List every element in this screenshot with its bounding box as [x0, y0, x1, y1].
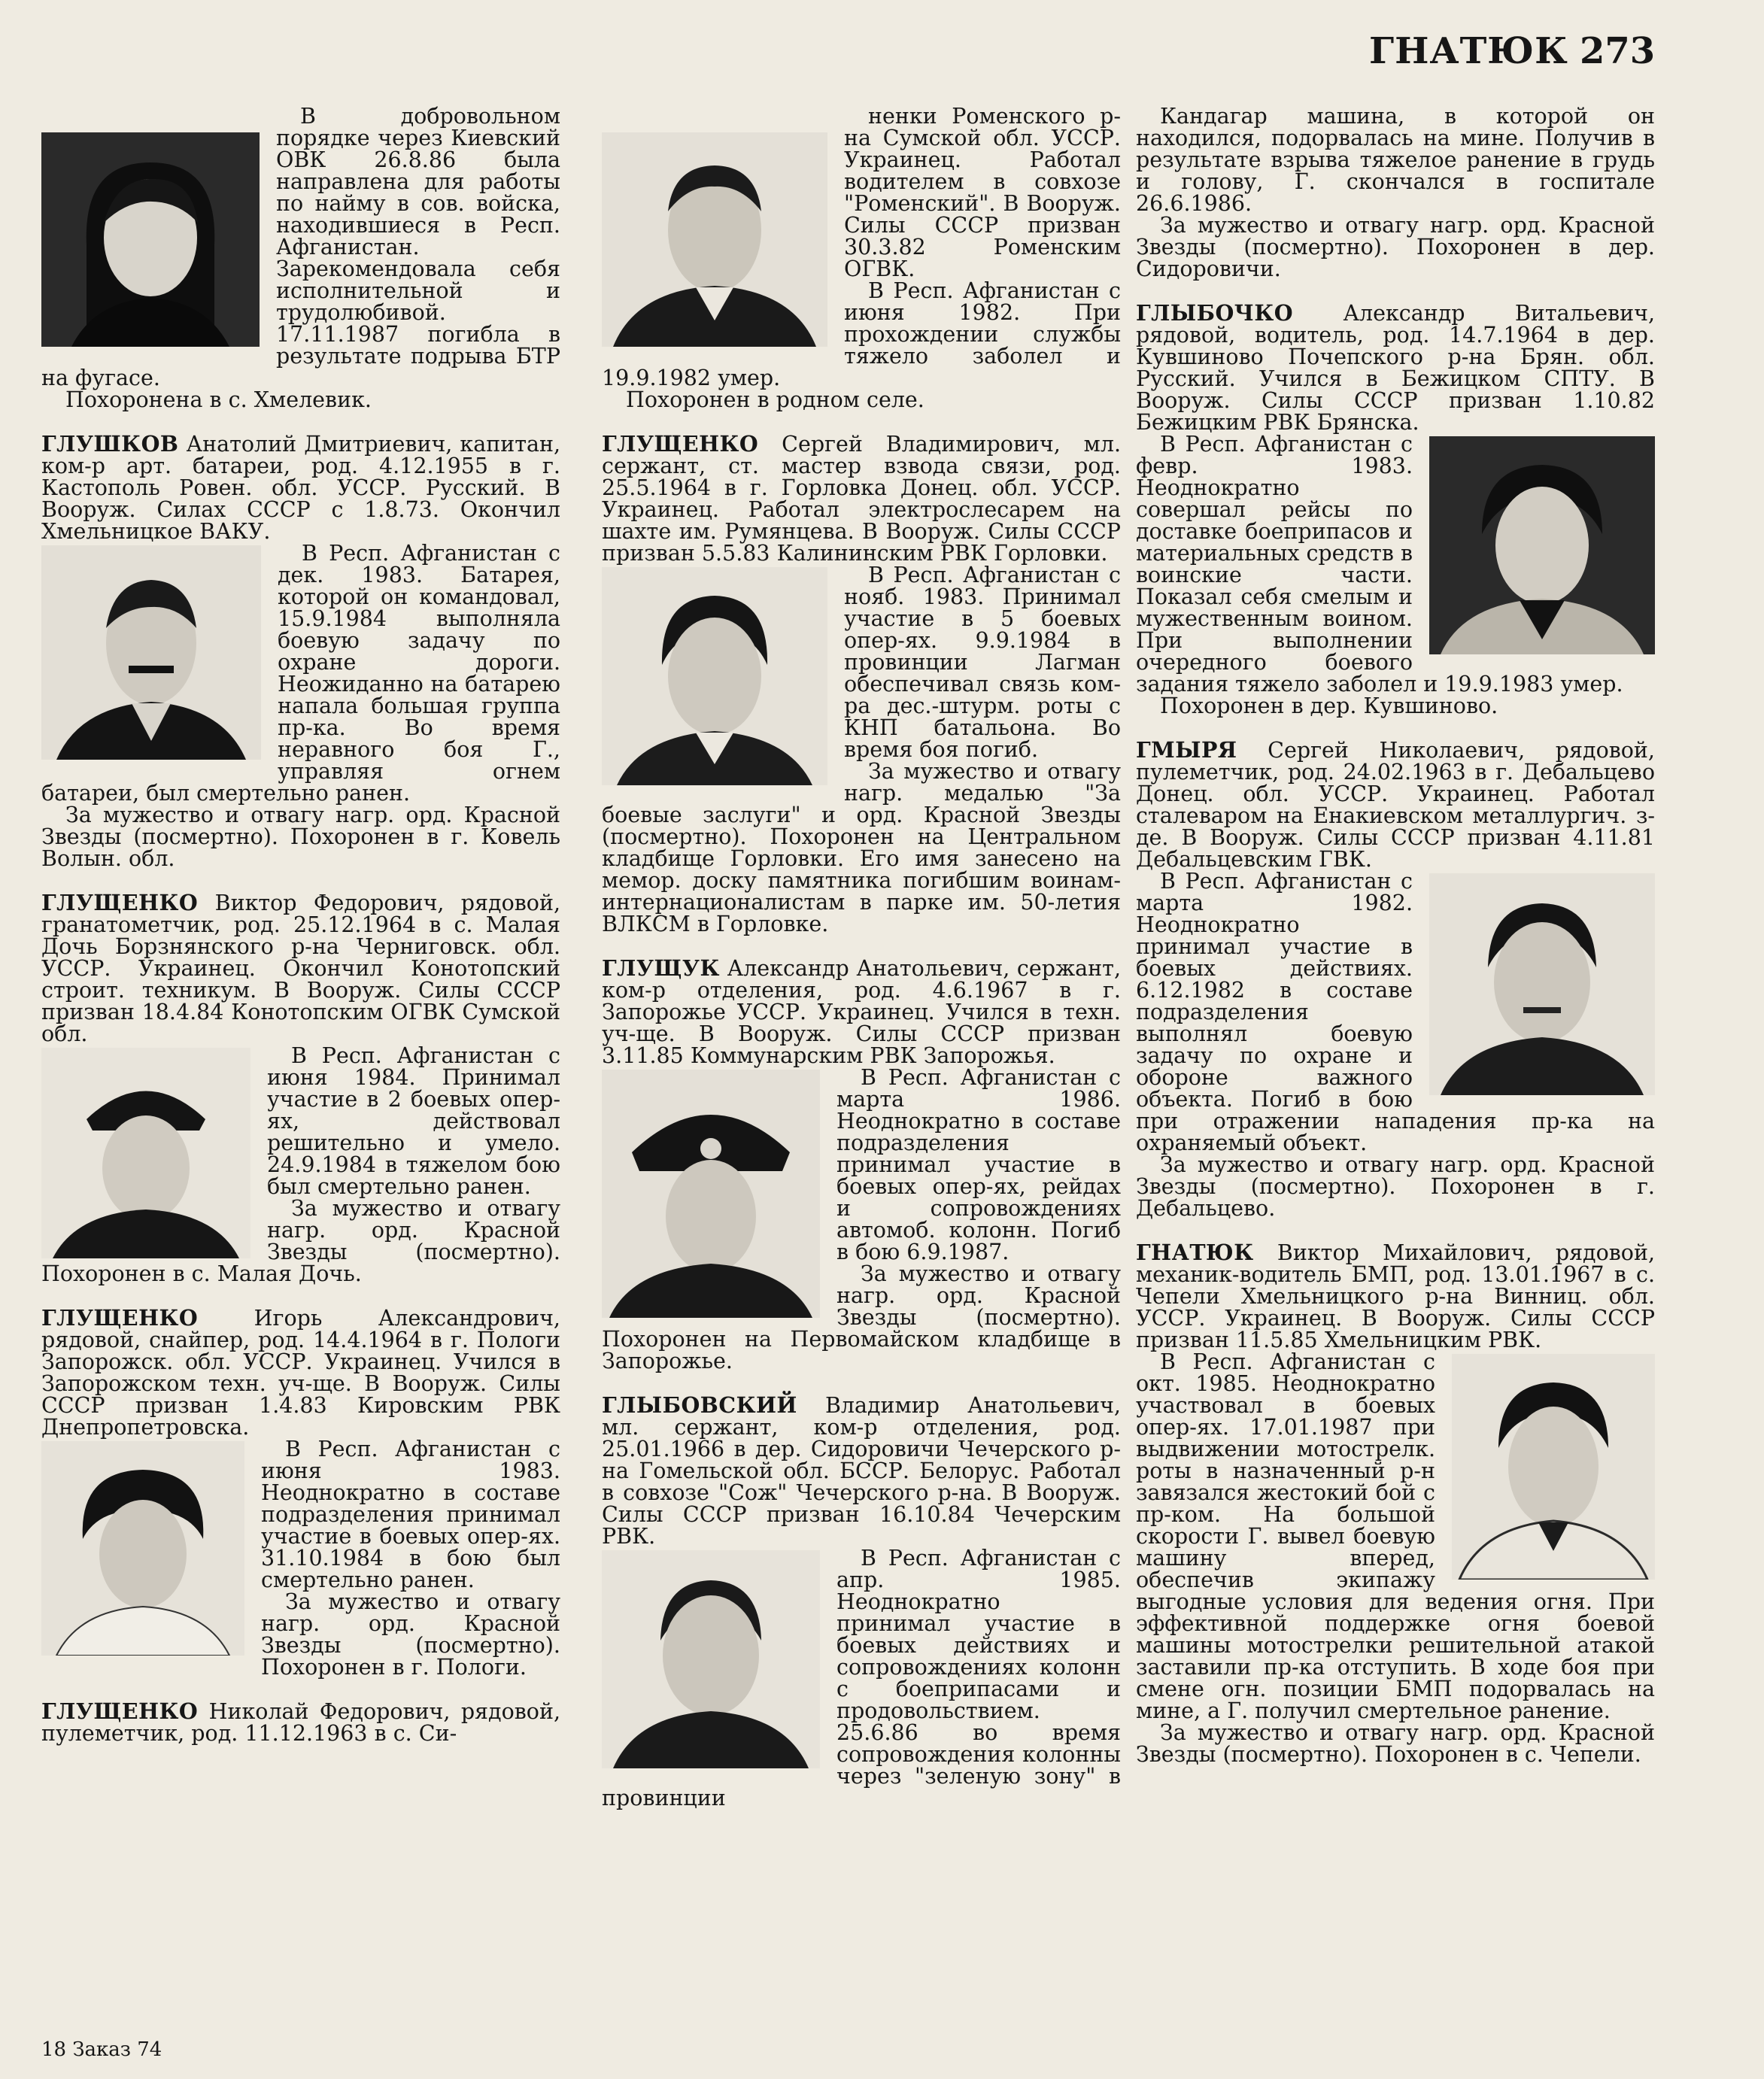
entry-surname: ГЛУЩЕНКО [602, 431, 759, 457]
portrait-photo [1452, 1354, 1655, 1580]
entry-surname: ГЛЫБОЧКО [1136, 300, 1294, 326]
footer-print-mark: 18 Заказ 74 [41, 2038, 162, 2061]
entry-paragraph: За мужество и отвагу нагр. орд. Красной Звезды (посмертно). Похоронен в дер. Сидоровичи. [1136, 213, 1655, 281]
entry-paragraph: В Респ. Афганистан с февр. 1983. Неоднократно совершал рейсы по доставке боеприпасов и материальных средств в воинские части. Показал себя смелым и мужественным воином. При выполнении очередного боевого задания тяжело заболел и 19.9.1983 умер. [1136, 432, 1623, 697]
running-head-name: ГНАТЮК [1369, 30, 1568, 72]
entry-2-2 [602, 433, 1121, 935]
entry-bio: Сергей Владимирович, мл. сержант, ст. мастер взвода связи, род. 25.5.1964 в г. Горловка Донец. обл. УССР. Украинец. Работал электрослесарем на шахте им. Румянцева. В Вооруж. Силы СССР призван 5.5.83 Калининским РВК Горловки. [602, 432, 1121, 566]
portrait-photo [41, 1048, 250, 1258]
entry-3-3 [1136, 739, 1655, 1219]
entry-bio: Николай Федорович, рядовой, пулеметчик, род. 11.12.1963 в с. Си- [41, 1699, 561, 1746]
entry-paragraph: За мужество и отвагу нагр. орд. Красной Звезды (посмертно). Похоронен в г. Ковель Волын. обл. [41, 803, 560, 871]
column-1 [41, 105, 560, 1767]
portrait-photo [602, 1550, 820, 1768]
entry-paragraph: ненки Роменского р-на Сумской обл. УССР. Украинец. Работал водителем в совхозе "Роменский". В Вооруж. Силы СССР призван 30.3.82 Роменским ОГВК. [844, 104, 1121, 281]
portrait-photo [41, 1441, 244, 1656]
entry-1-4 [41, 1307, 560, 1678]
entry-paragraph: За мужество и отвагу нагр. орд. Красной Звезды (посмертно). Похоронен в с. Малая Дочь. [41, 1196, 560, 1286]
entry-1-5 [41, 1698, 561, 1746]
page-number: 273 [1580, 30, 1656, 72]
entry-bio: Владимир Анатольевич, мл. сержант, ком-р отделения, род. 25.01.1966 в дер. Сидоровичи Чечерского р-на Гомельской обл. БССР. Белорус. Работал в совхозе "Сож" Чечерского р-на. В Вооруж. Силы СССР призван 16.10.84 Чечерским РВК. [602, 1393, 1121, 1549]
entry-bio: Игорь Александрович, рядовой, снайпер, род. 14.4.1964 в г. Пологи Запорожск. обл. УССР. Украинец. Учился в Запорожском техн. уч-ще. В Вооруж. Силы СССР призван 1.4.83 Кировским РВК Днепропетровска. [41, 1306, 560, 1440]
entry-paragraph: За мужество и отвагу нагр. медалью "За боевые заслуги" и орд. Красной Звезды (посмертно). Похоронен на Центральном кладбище Горловки. Его имя занесено на мемор. доску памятника погибшим воинам-интернационалистам в парке им. 50-летия ВЛКСМ в Горловке. [602, 759, 1121, 936]
entry-2-4 [602, 1392, 1121, 1810]
entry-paragraph: В Респ. Афганистан с июня 1983. Неоднократно в составе подразделения принимал участие в боевых опер-ях. 31.10.1984 в бою был смертельно ранен. [261, 1437, 560, 1592]
entry-paragraph: В Респ. Афганистан с апр. 1985. Неоднократно принимал участие в боевых действиях и сопровождениях колонн с боеприпасами и продовольствием. 25.6.86 во время сопровождения колонны через "зеленую зону" в провинции [602, 1546, 1121, 1810]
entry-surname: ГЛЫБОВСКИЙ [602, 1392, 797, 1418]
entry-paragraph: В Респ. Афганистан с июня 1984. Принимал участие в 2 боевых опер-ях, действовал решительно и умело. 24.9.1984 в тяжелом бою был смертельно ранен. [267, 1043, 560, 1199]
portrait-photo [41, 132, 260, 347]
portrait-photo [602, 1070, 820, 1318]
portrait-photo [602, 132, 827, 347]
portrait-photo [41, 545, 261, 760]
entry-surname: ГЛУЩЕНКО [41, 1305, 199, 1331]
entry-2-3 [602, 955, 1121, 1373]
entry-paragraph: За мужество и отвагу нагр. орд. Красной Звезды (посмертно). Похоронен в г. Дебальцево. [1136, 1152, 1655, 1221]
entry-3-1 [1136, 105, 1655, 280]
entry-3-2 [1136, 302, 1655, 717]
entry-1-1 [41, 105, 560, 411]
entry-paragraph: В добровольном порядке через Киевский ОВК 26.8.86 была направлена для работы по найму в сов. войска, находившиеся в Респ. Афганистан. Зарекомендовала себя исполнительной и трудолюбивой. 17.11.1987 погибла в результате подрыва БТР на фугасе. [41, 104, 560, 390]
entry-paragraph: За мужество и отвагу нагр. орд. Красной Звезды (посмертно). Похоронен в с. Чепели. [1136, 1720, 1655, 1767]
entry-bio: Александр Анатольевич, сержант, ком-р отделения, род. 4.6.1967 в г. Запорожье УССР. Украинец. Учился в техн. уч-ще. В Вооруж. Силы СССР призван 3.11.85 Коммунарским РВК Запорожья. [602, 956, 1121, 1068]
entry-surname: ГЛУШКОВ [41, 431, 179, 457]
entry-paragraph: Кандагар машина, в которой он находился, подорвалась на мине. Получив в результате взрыва тяжелое ранение в грудь и голову, Г. скончался в госпитале 26.6.1986. [1136, 104, 1655, 216]
portrait-photo [1429, 873, 1655, 1095]
entry-surname: ГЛУЩУК [602, 955, 720, 981]
entry-bio: Сергей Николаевич, рядовой, пулеметчик, род. 24.02.1963 в г. Дебальцево Донец. обл. УССР. Украинец. Работал сталеваром на Енакиевском металлургич. з-де. В Вооруж. Силы СССР призван 4.11.81 Дебальцевским ГВК. [1136, 738, 1655, 872]
entry-surname: ГНАТЮК [1136, 1240, 1254, 1265]
column-2 [602, 105, 1121, 1832]
entry-paragraph: В Респ. Афганистан с нояб. 1983. Принимал участие в 5 боевых опер-ях. 9.9.1984 в провинции Лагман обеспечивал связь ком-ра дес.-штурм. роты с КНП батальона. Во время боя погиб. [844, 563, 1121, 762]
entry-surname: ГМЫРЯ [1136, 737, 1237, 763]
entry-paragraph: В Респ. Афганистан с окт. 1985. Неоднократно участвовал в боевых опер-ях. 17.01.1987 при выдвижении мотострелк. роты в назначенный р-н завязался жестокий бой с пр-ком. На большой скорости Г. вывел боевую машину вперед, обеспечив экипажу выгодные условия для ведения огня. При эффективной поддержке огня боевой машины мотострелки решительной атакой заставили пр-ка отступить. В ходе боя при смене огн. позиции БМП подорвалась на мине, а Г. получил смертельное ранение. [1136, 1349, 1655, 1723]
entry-3-4 [1136, 1242, 1655, 1765]
entry-surname: ГЛУЩЕНКО [41, 1698, 199, 1724]
entry-paragraph: В Респ. Афганистан с марта 1982. Неоднократно принимал участие в боевых действиях. 6.12.1982 в составе подразделения выполнял боевую задачу по охране и обороне важного объекта. Погиб в бою при отражении нападения пр-ка на охраняемый объект. [1136, 869, 1655, 1155]
entry-1-3 [41, 892, 560, 1285]
column-3 [1136, 105, 1655, 1788]
entry-2-1 [602, 105, 1121, 411]
entry-paragraph: За мужество и отвагу нагр. орд. Красной Звезды (посмертно). Похоронен на Первомайском кладбище в Запорожье. [602, 1261, 1121, 1373]
entry-paragraph: Похоронен в дер. Кувшиново. [1160, 694, 1498, 718]
entry-bio: Анатолий Дмитриевич, капитан, ком-р арт. батареи, род. 4.12.1955 в г. Кастополь Ровен. обл. УССР. Русский. В Вооруж. Силах СССР с 1.8.73. Окончил Хмельницкое ВАКУ. [41, 432, 561, 544]
entry-paragraph: Похоронен в родном селе. [626, 387, 925, 412]
entry-paragraph: В Респ. Афганистан с июня 1982. При прохождении службы тяжело заболел и 19.9.1982 умер. [602, 278, 1121, 390]
entry-bio: Виктор Федорович, рядовой, гранатометчик, род. 25.12.1964 в с. Малая Дочь Борзнянского р-на Черниговск. обл. УССР. Украинец. Окончил Конотопский строит. техникум. В Вооруж. Силы СССР призван 18.4.84 Конотопским ОГВК Сумской обл. [41, 891, 560, 1046]
entry-bio: Александр Витальевич, рядовой, водитель, род. 14.7.1964 в дер. Кувшиново Почепского р-на Брян. обл. Русский. Учился в Бежицком СПТУ. В Вооруж. Силы СССР призван 1.10.82 Бежицким РВК Брянска. [1136, 301, 1656, 435]
portrait-photo [1429, 436, 1655, 654]
portrait-photo [602, 567, 827, 785]
entry-paragraph: За мужество и отвагу нагр. орд. Красной Звезды (посмертно). Похоронен в г. Пологи. [261, 1589, 560, 1680]
entry-paragraph: В Респ. Афганистан с марта 1986. Неоднократно в составе подразделения принимал участие в боевых опер-ях, рейдах и сопровождениях автомоб. колонн. Погиб в бою 6.9.1987. [836, 1065, 1121, 1264]
entry-paragraph: В Респ. Афганистан с дек. 1983. Батарея, которой он командовал, 15.9.1984 выполняла боевую задачу по охране дороги. Неожиданно на батарею напала большая группа пр-ка. Во время неравного боя Г., управляя огнем батареи, был смертельно ранен. [41, 541, 560, 806]
entry-bio: Виктор Михайлович, рядовой, механик-водитель БМП, род. 13.01.1967 в с. Чепели Хмельницкого р-на Винниц. обл. УССР. Украинец. В Вооруж. Силы СССР призван 11.5.85 Хмельницким РВК. [1136, 1240, 1656, 1352]
entry-1-2 [41, 433, 560, 870]
entry-surname: ГЛУЩЕНКО [41, 890, 199, 915]
entry-paragraph: Похоронена в с. Хмелевик. [65, 387, 372, 412]
